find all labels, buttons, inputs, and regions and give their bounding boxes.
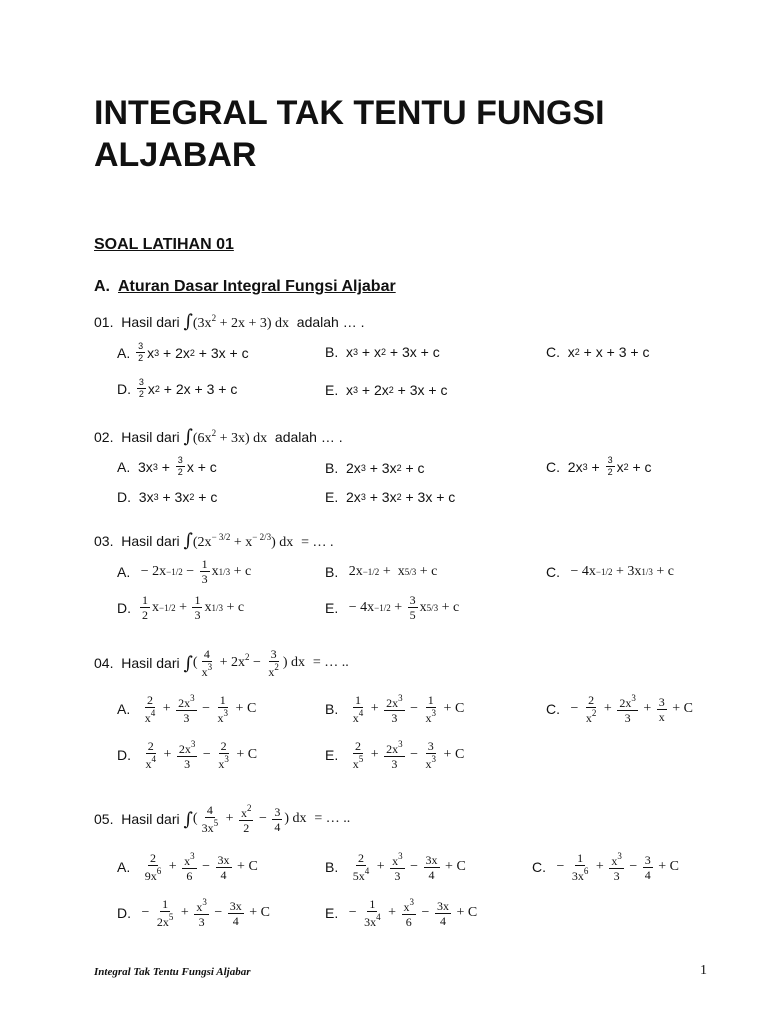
question-number: 04. (94, 655, 114, 671)
option-label: B. (325, 564, 339, 580)
question-expression: $(3x^2 + 2x + 3)$ dx (192, 313, 290, 331)
integral-sign: ∫ (183, 808, 193, 830)
question-01 (94, 311, 365, 332)
option-label: A. (117, 701, 131, 717)
question-suffix: = … .. (314, 811, 351, 826)
option-label: D. (117, 905, 131, 921)
option-label: A. (117, 563, 131, 580)
option-02-c: C. 2x 3 + 3 2 x 2 + c (546, 455, 652, 477)
question-03 (94, 530, 333, 551)
question-stem: Hasil dari (121, 655, 180, 671)
page-title-line-1: INTEGRAL TAK TENTU FUNGSI (94, 94, 605, 132)
option-label: C. (532, 859, 546, 875)
option-label: C. (546, 564, 560, 580)
question-04 (94, 648, 349, 678)
option-01-b: B. x 3 + x 2 + 3x + c (325, 344, 440, 360)
option-04-a: A. 2 $x^4$ + $2x^3$ 3 − 1 $x^3$ + C (117, 693, 257, 725)
option-02-d: D. 3x 3 + 3x 2 + c (117, 489, 218, 505)
option-label: B. (325, 859, 339, 875)
option-04-d: D. 2 $x^4$ + $2x^3$ 3 − 2 $x^3$ + C (117, 739, 258, 771)
question-number: 02. (94, 429, 114, 445)
option-05-e: E. − 1 $3x^4$ + $x^3$ 6 − 3x 4 + C (325, 897, 478, 929)
subsection-title: Aturan Dasar Integral Fungsi Aljabar (118, 278, 396, 295)
option-label: D. (117, 489, 131, 505)
option-03-e: E. − 4x −1/2 + 3 5 x 5/3 + c (325, 593, 460, 622)
option-02-a: A. 3x 3 + 3 2 x + c (117, 455, 217, 477)
option-01-e: E. x 3 + 2x 2 + 3x + c (325, 382, 448, 398)
integral-sign: ∫ (183, 311, 193, 332)
option-label: A. (117, 859, 131, 875)
integral-sign: ∫ (183, 530, 193, 551)
option-04-b: B. 1 $x^4$ + $2x^3$ 3 − 1 $x^3$ + C (325, 693, 465, 725)
question-expression: $(6x^2 + 3x)$ dx (192, 428, 268, 446)
question-05 (94, 804, 350, 834)
footer-text: Integral Tak Tentu Fungsi Aljabar (94, 966, 251, 978)
option-03-c: C. − 4x −1/2 + 3x 1/3 + c (546, 564, 675, 580)
option-label: E. (325, 599, 339, 616)
option-05-c: C. − 1 $3x^6$ + $x^3$ 3 − 3 4 + C (532, 851, 679, 883)
subsection-heading (94, 278, 396, 296)
option-04-e: E. 2 $x^5$ + $2x^3$ 3 − 3 $x^3$ + C (325, 739, 465, 771)
subsection-prefix: A. (94, 278, 110, 295)
option-label: B. (325, 460, 339, 476)
question-stem: Hasil dari (121, 811, 180, 827)
question-suffix: = … . (301, 535, 334, 550)
option-label: D. (117, 599, 131, 616)
question-stem: Hasil dari (121, 314, 180, 330)
option-label: E. (325, 747, 339, 763)
option-05-b: B. 2 $5x^4$ + $x^3$ 3 − 3x 4 + C (325, 851, 466, 883)
option-01-c: C. x 2 + x + 3 + c (546, 344, 650, 360)
page-title-line-2: ALJABAR (94, 136, 257, 174)
question-number: 05. (94, 811, 114, 827)
option-04-c: C. − 2 $x^2$ + $2x^3$ 3 + 3 x + C (546, 693, 693, 725)
page-number: 1 (700, 963, 707, 978)
question-suffix: adalah … . (296, 314, 365, 330)
option-03-b: B. 2x −1/2 + x 5/3 + c (325, 564, 438, 580)
option-label: D. (117, 380, 131, 397)
question-stem: Hasil dari (121, 429, 180, 445)
option-label: D. (117, 747, 131, 763)
question-number: 01. (94, 314, 114, 330)
integral-sign: ∫ (183, 426, 193, 447)
section-heading: SOAL LATIHAN 01 (94, 236, 234, 253)
question-number: 03. (94, 533, 114, 549)
question-stem: Hasil dari (121, 533, 180, 549)
option-02-e: E. 2x 3 + 3x 2 + 3x + c (325, 489, 456, 505)
option-05-a: A. 2 $9x^6$ + $x^3$ 6 − 3x 4 + C (117, 851, 258, 883)
question-suffix: adalah … . (274, 429, 343, 445)
option-02-b: B. 2x 3 + 3x 2 + c (325, 460, 425, 476)
option-label: E. (325, 905, 339, 921)
option-label: B. (325, 344, 339, 360)
option-03-d: D. 1 2 x −1/2 + 1 3 x 1/3 + c (117, 593, 245, 622)
option-label: B. (325, 701, 339, 717)
option-01-d: D. 3 2 x 2 + 2x + 3 + c (117, 377, 238, 399)
question-suffix: = … .. (312, 655, 349, 670)
question-expression: $(2x^{- 3/2} + x^{- 2/3})$ dx (192, 532, 294, 550)
option-03-a: A. − 2x −1/2 − 1 3 x 1/3 + c (117, 557, 252, 586)
integral-sign: ∫ (183, 652, 193, 674)
option-label: C. (546, 701, 560, 717)
question-expression: ( $\frac{4}{3x^5}$ + $\frac{x^2}{2}$ − $\frac{3}{4}$ ) dx (192, 803, 307, 835)
option-label: C. (546, 344, 560, 360)
option-label: E. (325, 489, 339, 505)
question-expression: ( $\frac{4}{x^3}$ + $2x^2$ − $\frac{3}{x^2}$ ) dx (192, 647, 306, 679)
option-label: C. (546, 458, 560, 475)
option-label: E. (325, 382, 339, 398)
option-label: A. (117, 458, 131, 475)
question-02 (94, 426, 343, 447)
option-label: A. (117, 344, 131, 361)
option-01-a: A. 3 2 x 3 + 2x 2 + 3x + c (117, 341, 249, 363)
option-05-d: D. − 1 $2x^5$ + $x^3$ 3 − 3x 4 + C (117, 897, 270, 929)
